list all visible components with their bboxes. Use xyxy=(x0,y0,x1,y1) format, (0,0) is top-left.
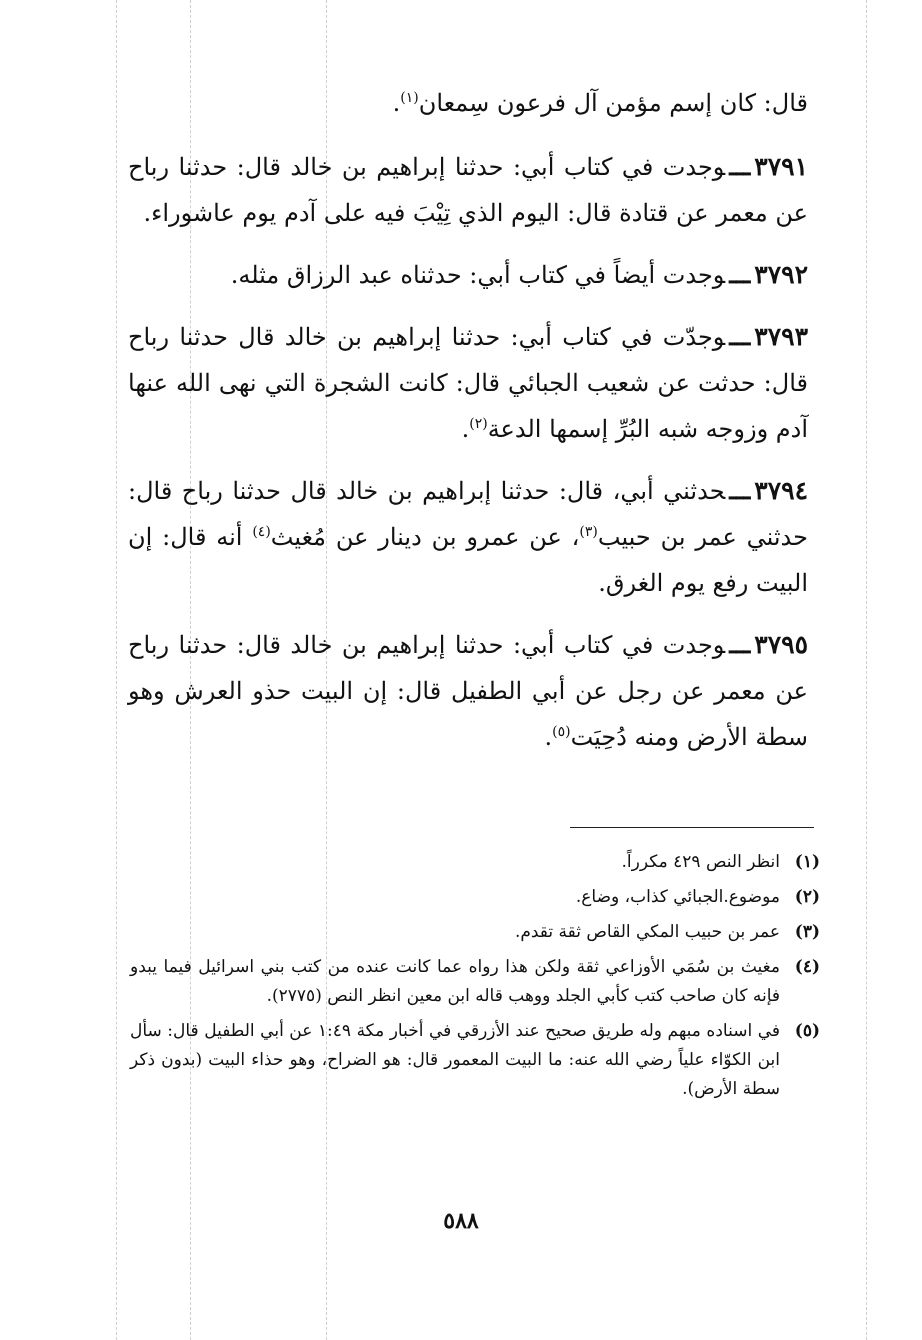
footnote xyxy=(130,883,820,912)
hadith-text: أنه قال: إن البيت رفع يوم الغرق. xyxy=(128,523,808,597)
footnote-ref: (٣) xyxy=(579,524,598,540)
hadith-entry xyxy=(128,144,808,236)
hadith-dash: ـــ xyxy=(729,630,751,659)
page-number: ٥٨٨ xyxy=(443,1208,479,1234)
footnote-number: (٤) xyxy=(794,957,820,977)
footnote xyxy=(130,918,820,947)
footnote-number: (١) xyxy=(794,852,820,872)
scan-guide-line xyxy=(116,0,117,1340)
footnote-ref: (٥) xyxy=(552,724,571,740)
hadith-text: حدثني أبي، قال: حدثنا إبراهيم بن خالد قال حدثنا رباح قال: حدثني عمر بن حبيب xyxy=(128,477,808,551)
footnote-ref: (٢) xyxy=(469,416,488,432)
hadith-dash: ـــ xyxy=(729,260,751,289)
hadith-text: . xyxy=(461,415,470,443)
hadith-entry xyxy=(128,468,808,606)
hadith-number: ٣٧٩٥ xyxy=(754,630,808,659)
opening-text: قال: كان إسم مؤمن آل فرعون سِمعان xyxy=(418,89,808,117)
hadith-text: وجدت في كتاب أبي: حدثنا إبراهيم بن خالد قال: حدثنا رباح عن معمر عن قتادة قال: اليوم الذي تِيْبَ فيه على آدم يوم عاشوراء. xyxy=(128,153,808,227)
footnotes xyxy=(130,848,820,1110)
hadith-text: وجدّت في كتاب أبي: حدثنا إبراهيم بن خالد قال حدثنا رباح قال: حدثت عن شعيب الجبائي قال: كانت الشجرة التي نهى الله عنها آدم وزوجه شبه البُرِّ إسمها الدعة xyxy=(128,323,808,443)
hadith-number: ٣٧٩٣ xyxy=(754,322,808,351)
hadith-text: . xyxy=(544,723,553,751)
hadith-entry xyxy=(128,252,808,298)
footnote-text: في اسناده مبهم وله طريق صحيح عند الأزرقي في أخبار مكة ١:٤٩ عن أبي الطفيل قال: سأل ابن الكوّاء علياً رضي الله عنه: ما البيت المعمور قال: هو الضراح، وهو حذاء البيت (بدون ذكر سطة الأرض). xyxy=(130,1021,781,1099)
footnote-number: (٢) xyxy=(794,887,820,907)
footnote-number: (٥) xyxy=(794,1021,820,1041)
footnote-text: عمر بن حبيب المكي القاص ثقة تقدم. xyxy=(514,922,780,942)
footnote-ref: (٤) xyxy=(252,524,271,540)
footnote-divider xyxy=(570,827,814,828)
footnote-text: موضوع.الجبائي كذاب، وضاع. xyxy=(575,887,780,907)
opening-paragraph xyxy=(128,80,808,126)
scan-guide-line xyxy=(866,0,867,1340)
hadith-text: وجدت في كتاب أبي: حدثنا إبراهيم بن خالد قال: حدثنا رباح عن معمر عن رجل عن أبي الطفيل قال: إن البيت حذو العرش وهو سطة الأرض ومنه دُحِيَت xyxy=(128,631,808,751)
hadith-number: ٣٧٩٢ xyxy=(754,260,808,289)
main-text xyxy=(128,80,808,776)
hadith-dash: ـــ xyxy=(729,152,751,181)
footnote-text: مغيث بن سُمَي الأوزاعي ثقة ولكن هذا رواه عما كانت عنده من كتب بني اسرائيل فيما يبدو فإنه كان صاحب كتب كأبي الجلد ووهب قاله ابن معين انظر النص (٢٧٧٥). xyxy=(130,957,780,1006)
hadith-number: ٣٧٩١ xyxy=(754,152,808,181)
hadith-text: وجدت أيضاً في كتاب أبي: حدثناه عبد الرزاق مثله. xyxy=(230,261,726,289)
footnote xyxy=(130,848,820,877)
footnote xyxy=(130,953,820,1011)
hadith-entry xyxy=(128,314,808,452)
opening-end: . xyxy=(392,89,401,117)
footnote-ref: (١) xyxy=(400,90,419,106)
hadith-text: ، عن عمرو بن دينار عن مُغيث xyxy=(270,523,580,551)
hadith-entries xyxy=(128,144,808,760)
hadith-dash: ـــ xyxy=(729,322,751,351)
footnote-text: انظر النص ٤٢٩ مكرراً. xyxy=(621,852,780,872)
footnote-number: (٣) xyxy=(794,922,820,942)
hadith-dash: ـــ xyxy=(729,476,751,505)
hadith-number: ٣٧٩٤ xyxy=(754,476,808,505)
hadith-entry xyxy=(128,622,808,760)
footnote xyxy=(130,1017,820,1104)
